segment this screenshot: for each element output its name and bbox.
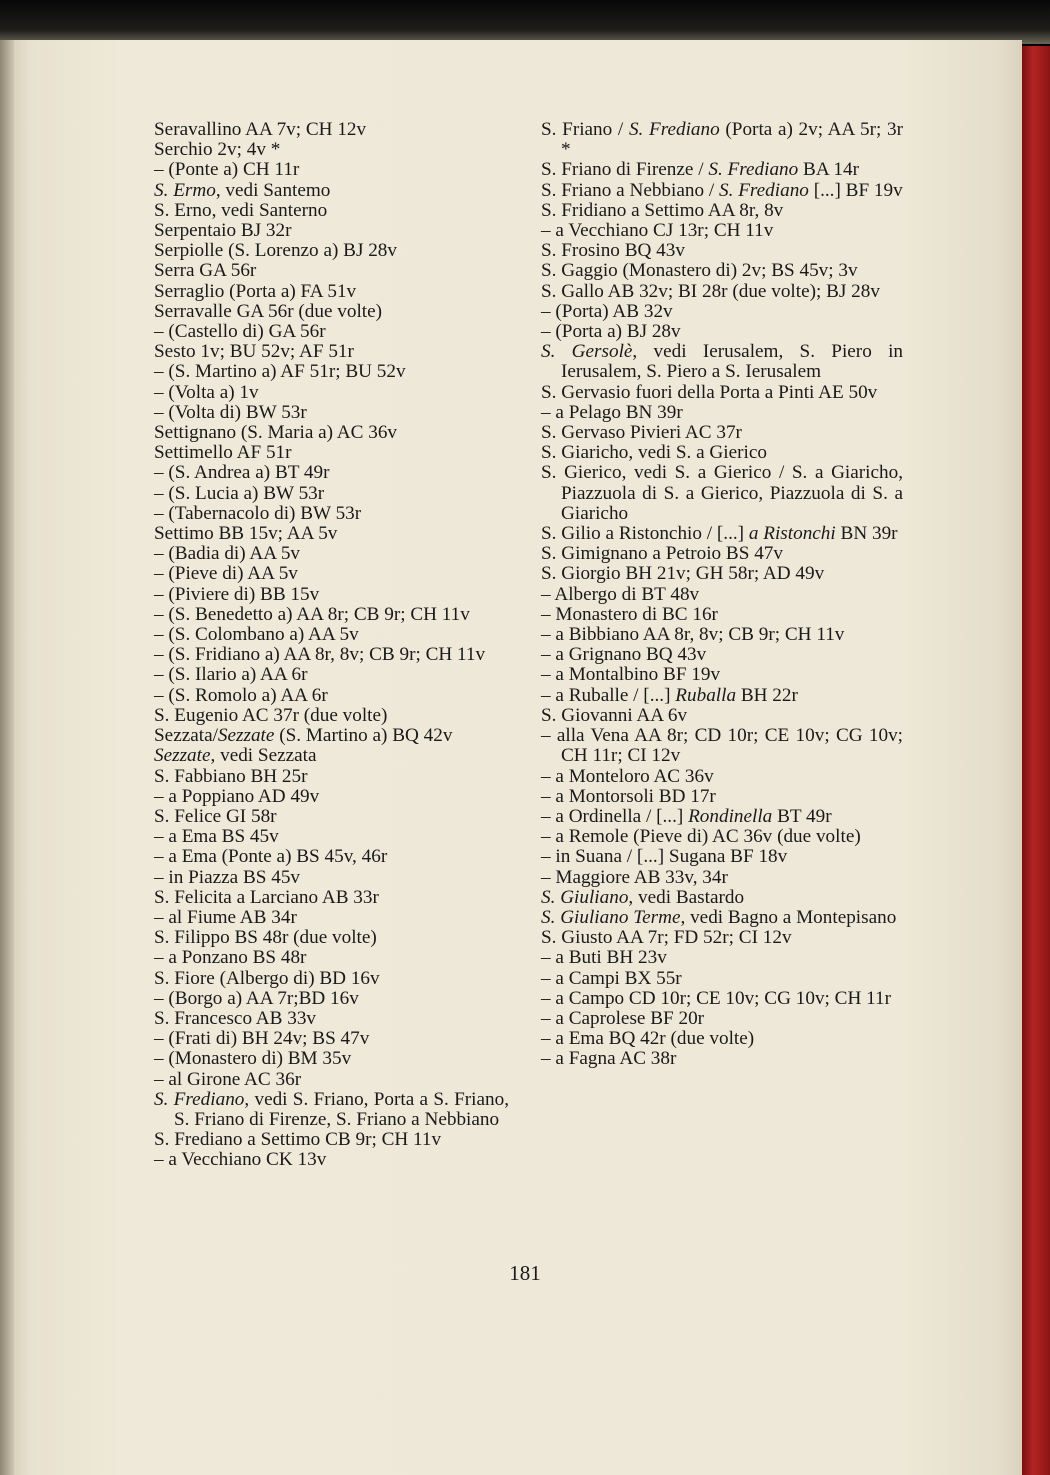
index-entry: S. Fridiano a Settimo AA 8r, 8v [541, 199, 784, 221]
index-entry: S. Frediano a Settimo CB 9r; CH 11v [154, 1129, 442, 1151]
index-entry: S. Gallo AB 32v; BI 28r (due volte); BJ 28v [541, 280, 880, 302]
page-gutter [0, 40, 14, 1475]
index-entry: S. Francesco AB 33v [154, 1007, 317, 1029]
index-entry: S. Fabbiano BH 25r [154, 765, 308, 787]
index-entry: Settimo BB 15v; AA 5v [154, 523, 338, 545]
index-entry: – Monastero di BC 16r [541, 603, 718, 625]
index-entry: Settimello AF 51r [154, 442, 292, 464]
index-entry: – a Buti BH 23v [541, 947, 667, 969]
index-entry: – a Monteloro AC 36v [541, 765, 714, 787]
index-entry: – (Monastero di) BM 35v [154, 1048, 352, 1070]
index-entry: S. Friano a Nebbiano / S. Frediano [...] BF 19v [541, 179, 903, 201]
index-entry: – a Montalbino BF 19v [541, 664, 721, 686]
index-entry: Settignano (S. Maria a) AC 36v [154, 422, 398, 444]
index-entry: – a Campo CD 10r; CE 10v; CG 10v; CH 11r [541, 987, 891, 1009]
index-entry: Sesto 1v; BU 52v; AF 51r [154, 341, 354, 363]
index-entry: – Maggiore AB 33v, 34r [541, 866, 728, 888]
index-entry: – (Castello di) GA 56r [154, 321, 326, 343]
index-entry: S. Eugenio AC 37r (due volte) [154, 704, 388, 726]
index-entry: – a Remole (Pieve di) AC 36v (due volte) [541, 826, 861, 848]
index-entry: – a Poppiano AD 49v [154, 785, 320, 807]
index-entry: – (Pieve di) AA 5v [154, 563, 298, 585]
index-entry: – a Ema (Ponte a) BS 45v, 46r [154, 846, 388, 868]
index-entry: S. Gervaso Pivieri AC 37r [541, 422, 742, 444]
index-entry: S. Giuliano, vedi Bastardo [541, 886, 745, 908]
index-entry: – a Vecchiano CJ 13r; CH 11v [541, 220, 774, 242]
index-entry: – in Piazza BS 45v [154, 866, 301, 888]
index-entry: – (Badia di) AA 5v [154, 543, 301, 565]
index-entry: S. Giuliano Terme, vedi Bagno a Montepisano [541, 906, 897, 928]
index-entry: – a Ruballe / [...] Ruballa BH 22r [541, 684, 798, 706]
index-entry: S. Giorgio BH 21v; GH 58r; AD 49v [541, 563, 825, 585]
index-entry: S. Giusto AA 7r; FD 52r; CI 12v [541, 927, 792, 949]
index-entry: – (S. Ilario a) AA 6r [154, 664, 308, 686]
index-entry: S. Gimignano a Petroio BS 47v [541, 543, 783, 565]
index-entry: – (Borgo a) AA 7r;BD 16v [154, 987, 359, 1009]
index-entry: – (Porta) AB 32v [541, 300, 673, 322]
index-entry: Sezzate, vedi Sezzata [154, 745, 317, 767]
index-entry: S. Fiore (Albergo di) BD 16v [154, 967, 380, 989]
index-column-right [541, 120, 903, 1070]
index-entry: – (Ponte a) CH 11r [154, 159, 300, 181]
index-entry: S. Frediano, vedi S. Friano, Porta a S. Friano, S. Friano di Firenze, S. Friano a Nebbiano [154, 1088, 509, 1130]
index-entry: – (Volta a) 1v [154, 381, 259, 403]
index-entry: Serra GA 56r [154, 260, 257, 282]
index-entry: – a Ema BS 45v [154, 826, 279, 848]
index-entry: S. Gersolè, vedi Ierusalem, S. Piero in Ierusalem, S. Piero a S. Ierusalem [541, 341, 903, 383]
scan-top-border [0, 0, 1050, 44]
index-entry: Serchio 2v; 4v * [154, 139, 281, 161]
index-entry: – a Campi BX 55r [541, 967, 682, 989]
index-entry: – a Bibbiano AA 8r, 8v; CB 9r; CH 11v [541, 624, 845, 646]
index-entry: – (S. Martino a) AF 51r; BU 52v [154, 361, 406, 383]
index-entry: S. Gierico, vedi S. a Gierico / S. a Giaricho, Piazzuola di S. a Gierico, Piazzuola di S. a Giaricho [541, 462, 903, 524]
index-column-left [154, 120, 509, 1171]
index-entry: – in Suana / [...] Sugana BF 18v [541, 846, 788, 868]
index-entry: Serpiolle (S. Lorenzo a) BJ 28v [154, 240, 397, 262]
index-entry: – alla Vena AA 8r; CD 10r; CE 10v; CG 10v; CH 11r; CI 12v [541, 725, 903, 767]
index-entry: – al Fiume AB 34r [154, 906, 297, 928]
index-entry: S. Erno, vedi Santerno [154, 199, 328, 221]
index-entry: – (Tabernacolo di) BW 53r [154, 502, 362, 524]
index-entry: S. Frosino BQ 43v [541, 240, 685, 262]
index-entry: S. Friano / S. Frediano (Porta a) 2v; AA 5r; 3r * [541, 119, 903, 161]
index-entry: Serravalle GA 56r (due volte) [154, 300, 383, 322]
index-entry: Seravallino AA 7v; CH 12v [154, 119, 367, 140]
index-entry: – a Ordinella / [...] Rondinella BT 49r [541, 805, 832, 827]
index-entry: – a Ponzano BS 48r [154, 947, 307, 969]
index-entry: S. Gilio a Ristonchio / [...] a Ristonchi BN 39r [541, 523, 898, 545]
index-entry: – a Pelago BN 39r [541, 401, 683, 423]
index-entry: – a Vecchiano CK 13v [154, 1149, 327, 1171]
index-entry: S. Ermo, vedi Santemo [154, 179, 331, 201]
index-entry: – (S. Benedetto a) AA 8r; CB 9r; CH 11v [154, 603, 470, 625]
index-entry: – (S. Andrea a) BT 49r [154, 462, 330, 484]
index-entry: S. Felice GI 58r [154, 805, 277, 827]
index-entry: – Albergo di BT 48v [541, 583, 700, 605]
index-entry: S. Giaricho, vedi S. a Gierico [541, 442, 767, 464]
index-entry: – (S. Fridiano a) AA 8r, 8v; CB 9r; CH 11v [154, 644, 486, 666]
index-entry: S. Filippo BS 48r (due volte) [154, 927, 377, 949]
index-entry: S. Felicita a Larciano AB 33r [154, 886, 379, 908]
index-entry: – (S. Lucia a) BW 53r [154, 482, 325, 504]
index-entry: Sezzata/Sezzate (S. Martino a) BQ 42v [154, 725, 453, 747]
index-entry: S. Gervasio fuori della Porta a Pinti AE 50v [541, 381, 878, 403]
index-entry: Serpentaio BJ 32r [154, 220, 292, 242]
index-entry: – a Fagna AC 38r [541, 1048, 677, 1070]
index-entry: – a Ema BQ 42r (due volte) [541, 1028, 755, 1050]
index-entry: Serraglio (Porta a) FA 51v [154, 280, 357, 302]
index-entry: – (Frati di) BH 24v; BS 47v [154, 1028, 370, 1050]
index-entry: S. Gaggio (Monastero di) 2v; BS 45v; 3v [541, 260, 858, 282]
page-number: 181 [509, 1261, 541, 1285]
index-entry: – (S. Colombano a) AA 5v [154, 624, 359, 646]
index-entry: – al Girone AC 36r [154, 1068, 302, 1090]
index-entry: – (S. Romolo a) AA 6r [154, 684, 328, 706]
index-entry: – (Volta di) BW 53r [154, 401, 307, 423]
index-entry: – a Caprolese BF 20r [541, 1007, 705, 1029]
index-entry: S. Friano di Firenze / S. Frediano BA 14r [541, 159, 860, 181]
index-entry: – (Porta a) BJ 28v [541, 321, 681, 343]
index-entry: – a Grignano BQ 43v [541, 644, 707, 666]
index-entry: – a Montorsoli BD 17r [541, 785, 716, 807]
index-entry: – (Piviere di) BB 15v [154, 583, 320, 605]
index-entry: S. Giovanni AA 6v [541, 704, 688, 726]
